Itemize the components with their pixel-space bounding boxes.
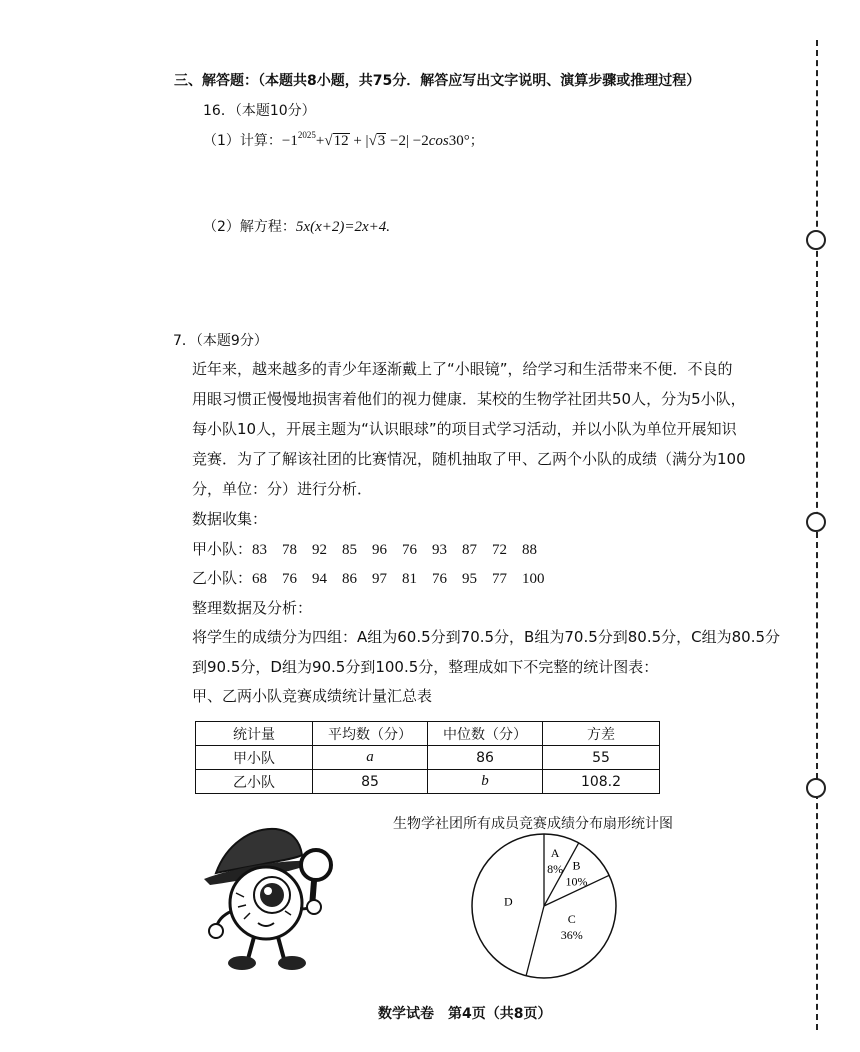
team-a-label: 甲小队： <box>192 540 253 558</box>
intro-line: 用眼习惯正慢慢地损害着他们的视力健康．某校的生物学社团共50人，分为5小队， <box>192 390 746 408</box>
binding-hole <box>806 230 826 250</box>
pie-slice-percent: 36% <box>560 927 583 942</box>
team-a-scores: 83 78 92 85 96 76 93 87 72 88 <box>252 542 538 558</box>
q16-part2 <box>203 216 390 236</box>
expr-radicand: 3 <box>377 133 386 149</box>
table-row <box>196 770 660 794</box>
table-row <box>196 746 660 770</box>
group-line: 将学生的成绩分为四组：A组为60.5分到70.5分，B组为70.5分到80.5分，C组为80.5分 <box>192 628 781 646</box>
table-caption: 甲、乙两小队竞赛成绩统计量汇总表 <box>192 687 433 705</box>
table-cell <box>428 770 543 794</box>
q16-part2-label: （2）解方程： <box>203 219 296 235</box>
team-b-label: 乙小队： <box>192 569 253 587</box>
expr-end: ； <box>469 133 484 149</box>
section-heading: 三、解答题：（本题共8小题，共75分．解答应写出文字说明、演算步骤或推理过程） <box>174 73 701 89</box>
table-header-cell: 平均数（分） <box>313 722 428 746</box>
group-description <box>192 622 792 682</box>
page-footer: 数学试卷 第4页（共8页） <box>378 1006 552 1022</box>
intro-line: 每小队10人，开展主题为“认识眼球”的项目式学习活动，并以小队为单位开展知识 <box>192 420 737 438</box>
expr-term: −2| −2 <box>390 133 429 149</box>
chart-title: 生物学社团所有成员竞赛成绩分布扇形统计图 <box>393 816 673 832</box>
variable-b: b <box>481 773 489 789</box>
team-a-row <box>192 538 537 559</box>
data-collect-label: 数据收集： <box>192 510 268 528</box>
expr-exponent: 2025 <box>297 130 316 140</box>
pie-slice-label: D <box>503 894 513 909</box>
variable-a: a <box>366 749 374 765</box>
pie-slice-label: B <box>572 858 581 873</box>
team-b-scores: 68 76 94 86 97 81 76 95 77 100 <box>252 571 545 587</box>
q16-part1 <box>203 130 484 150</box>
table-header-cell: 中位数（分） <box>428 722 543 746</box>
expr-radicand: 12 <box>333 133 349 149</box>
eyeball-detective-illustration <box>196 815 346 975</box>
expr-term: −1 <box>281 133 298 149</box>
table-header-cell: 方差 <box>543 722 660 746</box>
binding-dashed-line <box>816 40 818 1030</box>
binding-hole <box>806 778 826 798</box>
pie-slice-label: A <box>550 845 560 860</box>
stat-summary-table <box>195 721 660 794</box>
sqrt-icon: √ <box>368 133 377 149</box>
binding-hole <box>806 512 826 532</box>
pie-chart <box>470 832 630 984</box>
table-header-row <box>196 722 660 746</box>
table-cell: 甲小队 <box>196 746 313 770</box>
pie-slice-percent: 8% <box>547 861 564 876</box>
q17-intro <box>192 354 792 504</box>
table-cell: 85 <box>313 770 428 794</box>
q17-title: 7．（本题9分） <box>173 333 268 349</box>
pie-slice-percent: 10% <box>565 874 588 889</box>
expr-cos: cos <box>428 133 449 149</box>
q16-part2-equation: 5x(x+2)=2x+4. <box>295 219 391 235</box>
expr-term: 30° <box>448 133 470 149</box>
table-cell: 乙小队 <box>196 770 313 794</box>
q16-part1-label: （1）计算： <box>203 133 282 149</box>
expr-term: + <box>315 133 325 149</box>
table-cell: 108.2 <box>543 770 660 794</box>
table-header-cell: 统计量 <box>196 722 313 746</box>
table-cell <box>313 746 428 770</box>
q16-title: 16．（本题10分） <box>203 103 316 119</box>
intro-line: 竞赛．为了了解该社团的比赛情况，随机抽取了甲、乙两个小队的成绩（满分为100 <box>192 450 746 468</box>
q16-part1-expression <box>281 130 470 149</box>
sqrt-icon: √ <box>324 133 333 149</box>
organize-label: 整理数据及分析： <box>192 599 313 617</box>
intro-line: 近年来，越来越多的青少年逐渐戴上了“小眼镜”，给学习和生活带来不便．不良的 <box>192 360 733 378</box>
team-b-row <box>192 567 545 588</box>
table-cell: 55 <box>543 746 660 770</box>
intro-line: 分，单位：分）进行分析． <box>192 480 373 498</box>
pie-slice-label: C <box>567 911 576 926</box>
table-cell: 86 <box>428 746 543 770</box>
group-line: 到90.5分，D组为90.5分到100.5分，整理成如下不完整的统计图表： <box>192 658 659 676</box>
expr-term: + | <box>353 133 369 149</box>
